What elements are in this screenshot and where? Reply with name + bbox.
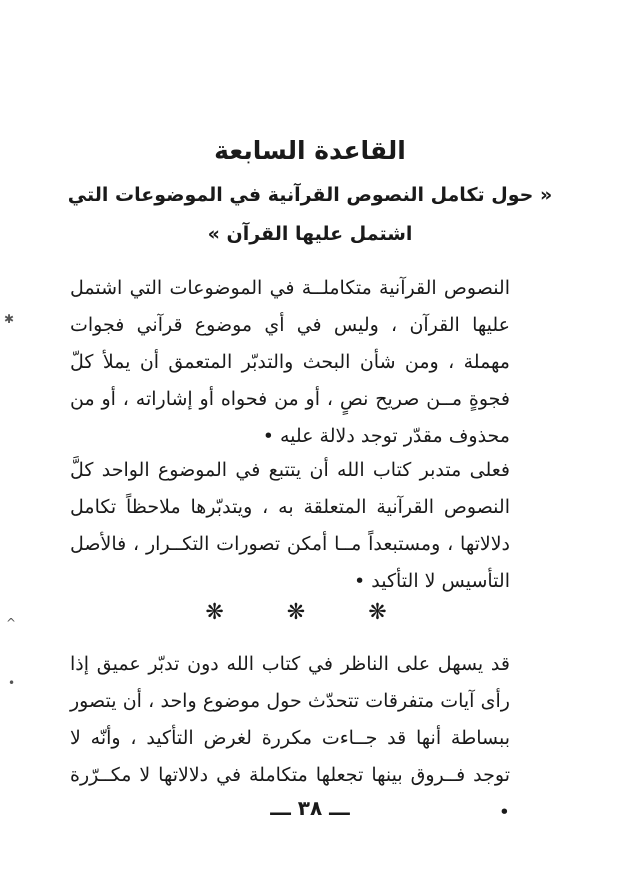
- paragraph-2: فعلى متدبر كتاب الله أن يتتبع في الموضوع الواحد كلَّ النصوص القرآنية المتعلقة به ، ويتدبّرها ملاحظاً تكامل دلالاتها ، ومستبعداً مــا أمكن تصورات التكــرار ، فالأصل التأسيس لا التأكيد •: [70, 459, 510, 592]
- chapter-subtitle-line-1: « حول تكامل النصوص القرآنية في الموضوعات التي: [67, 184, 553, 206]
- page-number: ـــ ٣٨ ـــ: [270, 796, 350, 820]
- paragraph-3: قد يسهل على الناظر في كتاب الله دون تدبّر عميق إذا رأى آيات متفرقات تتحدّث حول موضوع واحد ، أن يتصور ببساطة أنها قد جــاءت مكررة لغرض التأكيد ، وأنّه لا توجد فــروق بينها تجعلها متكاملة في دلالاتها لا مكــرّرة •: [70, 653, 510, 823]
- margin-speck: ^: [6, 616, 17, 630]
- paragraph-1: النصوص القرآنية متكاملــة في الموضوعات التي اشتمل عليها القرآن ، وليس في أي موضوع قرآني فجوات مهملة ، ومن شأن البحث والتدبّر المتعمق أن يملأ كلّ فجوةٍ مــن صريح نصٍ ، أو من فحواه أو إشاراته ، أو من محذوف مقدّر توجد دلالة عليه •: [70, 277, 510, 447]
- margin-speck: •: [8, 676, 16, 690]
- chapter-title: القاعدة السابعة: [214, 136, 406, 165]
- chapter-subtitle-line-2: اشتمل عليها القرآن »: [207, 223, 413, 245]
- section-separator: ❋ ❋ ❋: [205, 600, 415, 625]
- margin-speck: ✱: [4, 312, 15, 326]
